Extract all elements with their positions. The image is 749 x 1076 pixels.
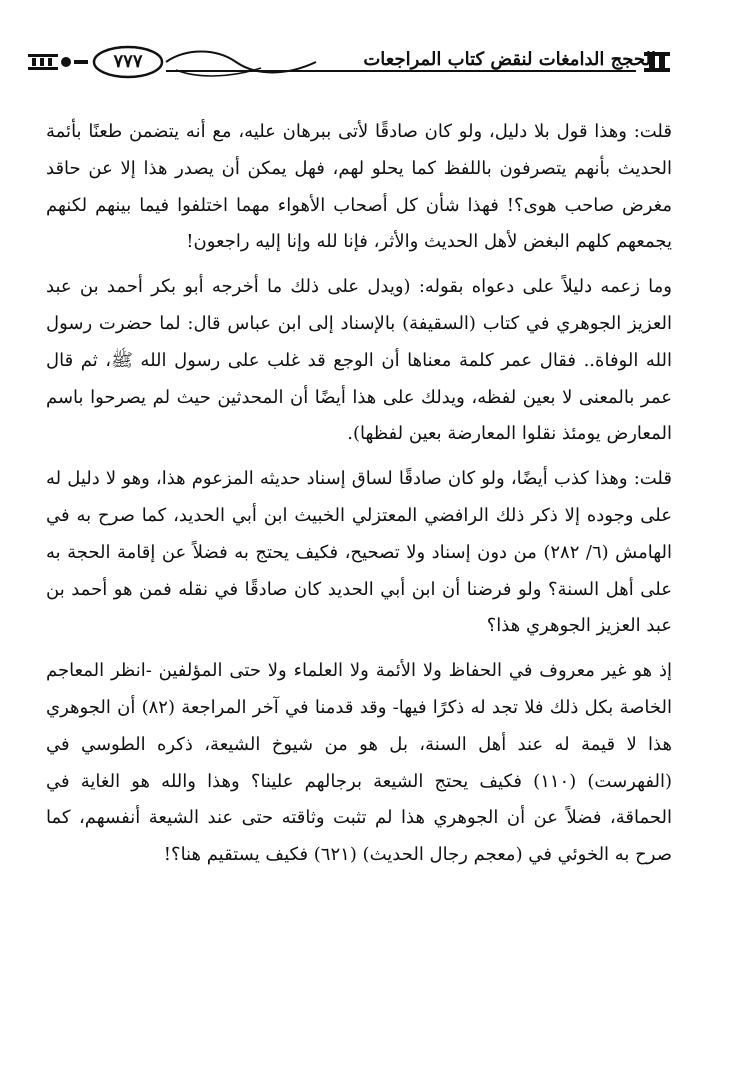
paragraph-3: قلت: وهذا كذب أيضًا، ولو كان صادقًا لساق إسناد حديثه المزعوم هذا، وهو لا دليل له على وجوده إلا ذكر ذلك الرافضي المعتزلي الخبيث ابن أبي الحديد، كما صرح به في الهامش (٦/ ٢٨٢) من دون إسناد ولا تصحيح، فكيف يحتج به فضلاً عن إقامة الحجة به على أهل السنة؟ ولو فرضنا أن ابن أبي الحديد كان صادقًا في نقله فمن هو أحمد بن عبد العزيز الجوهري هذا؟ bbox=[46, 468, 672, 637]
paragraph-2: وما زعمه دليلاً على دعواه بقوله: (ويدل على ذلك ما أخرجه أبو بكر أحمد بن عبد العزيز الجوهري في كتاب (السقيفة) بالإسناد إلى ابن عباس قال: لما حضرت رسول الله الوفاة.. فقال عمر كلمة معناها أن الوجع قد غلب على رسول الله ﷺ، ثم قال عمر بالمعنى لا بعين لفظه، ويدلك على هذا أيضًا أن المحدثين حيث لم يصرحوا باسم المعارض يومئذ نقلوا المعارضة بعين لفظها). bbox=[46, 276, 672, 445]
running-title: الحجج الدامغات لنقض كتاب المراجعات bbox=[363, 49, 656, 70]
body-text bbox=[46, 114, 672, 882]
page-number: ٧٧٧ bbox=[113, 51, 143, 72]
running-header bbox=[26, 40, 674, 84]
paragraph-4: إذ هو غير معروف في الحفاظ ولا الأئمة ولا العلماء ولا حتى المؤلفين -انظر المعاجم الخاصة بكل ذلك فلا تجد له ذكرًا فيها- وقد قدمنا في آخر المراجعة (٨٢) أن الجوهري هذا لا قيمة له عند أهل السنة، بل هو من شيوخ الشيعة، ذكره الطوسي في (الفهرست) (١١٠) فكيف يحتج الشيعة برجالهم علينا؟ وهذا والله هو الغاية في الحماقة، فضلاً عن أن الجوهري هذا لم تثبت وثاقته حتى عند الشيعة أنفسهم، كما صرح به الخوئي في (معجم رجال الحديث) (٦٢١) فكيف يستقيم هنا؟! bbox=[46, 660, 672, 866]
paragraph-1: قلت: وهذا قول بلا دليل، ولو كان صادقًا لأتى ببرهان عليه، مع أنه يتضمن طعنًا بأئمة الحديث بأنهم يتصرفون باللفظ كما يحلو لهم، فهل يمكن أن يصدر هذا إلا عن حاقد مغرض صاحب هوى؟! فهذا شأن كل أصحاب الأهواء مهما اختلفوا فيما بينهم لكنهم يجمعهم كلهم البغض لأهل الحديث والأثر، فإنا لله وإنا إليه راجعون! bbox=[46, 121, 672, 253]
